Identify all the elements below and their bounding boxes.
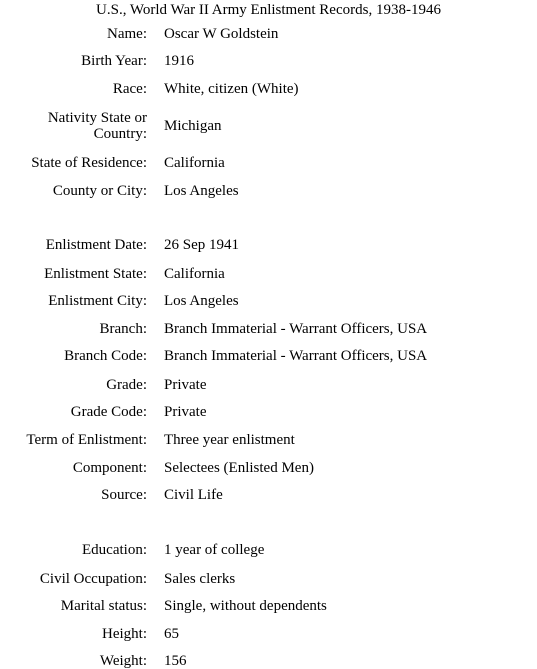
- record-row-component: [0, 460, 537, 488]
- field-value: Civil Life: [164, 487, 223, 503]
- record-row-branch: [0, 321, 537, 349]
- record-row-birth-year: [0, 53, 537, 81]
- field-value: Branch Immaterial - Warrant Officers, USA: [164, 321, 428, 337]
- field-label: Name:: [107, 26, 147, 42]
- field-value: Branch Immaterial - Warrant Officers, USA: [164, 348, 428, 364]
- field-value: 26 Sep 1941: [164, 237, 239, 253]
- field-label: Marital status:: [60, 598, 147, 614]
- field-value: 156: [164, 653, 187, 669]
- record-row-education: [0, 542, 537, 570]
- field-value: Sales clerks: [164, 571, 236, 587]
- field-label: Grade:: [106, 377, 147, 393]
- record-row-enlistment-date: [0, 237, 537, 265]
- record-title: U.S., World War II Army Enlistment Records, 1938-1946: [96, 2, 441, 18]
- field-value: Michigan: [164, 118, 222, 134]
- field-value: Oscar W Goldstein: [164, 26, 279, 42]
- record-row-branch-code: [0, 348, 537, 376]
- record-row-grade-code: [0, 404, 537, 432]
- field-label: Enlistment City:: [48, 293, 147, 309]
- field-value: Los Angeles: [164, 293, 239, 309]
- record-row-height: [0, 626, 537, 654]
- field-label: County or City:: [52, 183, 147, 199]
- field-label: Education:: [82, 542, 147, 558]
- record-row-marital-status: [0, 598, 537, 626]
- field-label: Height:: [102, 626, 147, 642]
- record-row-source: [0, 487, 537, 515]
- field-label: Enlistment Date:: [45, 237, 147, 253]
- field-value: Private: [164, 377, 207, 393]
- field-value: White, citizen (White): [164, 81, 299, 97]
- record-row-race: [0, 81, 537, 109]
- field-value: 1 year of college: [164, 542, 265, 558]
- record-row-county-or-city: [0, 183, 537, 211]
- field-value: 1916: [164, 53, 194, 69]
- field-label: State of Residence:: [31, 155, 147, 171]
- field-value: Three year enlistment: [164, 432, 295, 448]
- field-label: Nativity State or: [47, 110, 147, 126]
- field-value: 65: [164, 626, 179, 642]
- field-value: Los Angeles: [164, 183, 239, 199]
- field-value: Private: [164, 404, 207, 420]
- field-label-continued: Country:: [93, 126, 147, 142]
- field-label: Enlistment State:: [44, 266, 147, 282]
- record-row-weight: [0, 653, 537, 669]
- field-label: Weight:: [99, 653, 147, 669]
- field-label: Source:: [101, 487, 147, 503]
- record-row-nativity: [0, 110, 537, 144]
- field-label: Component:: [72, 460, 147, 476]
- record-row-state-of-residence: [0, 155, 537, 183]
- record-row-civil-occupation: [0, 571, 537, 599]
- field-label: Civil Occupation:: [39, 571, 147, 587]
- field-value: California: [164, 155, 225, 171]
- field-label: Race:: [112, 81, 147, 97]
- field-label: Grade Code:: [70, 404, 147, 420]
- field-value: Selectees (Enlisted Men): [164, 460, 314, 476]
- field-value: California: [164, 266, 225, 282]
- field-label: Term of Enlistment:: [26, 432, 147, 448]
- field-label: Branch Code:: [64, 348, 147, 364]
- record-row-enlistment-state: [0, 266, 537, 294]
- field-value: Single, without dependents: [164, 598, 327, 614]
- record-row-name: [0, 26, 537, 54]
- field-label: Branch:: [99, 321, 147, 337]
- record-row-grade: [0, 377, 537, 405]
- field-label: Birth Year:: [81, 53, 147, 69]
- record-row-enlistment-city: [0, 293, 537, 321]
- record-row-term-of-enlistment: [0, 432, 537, 460]
